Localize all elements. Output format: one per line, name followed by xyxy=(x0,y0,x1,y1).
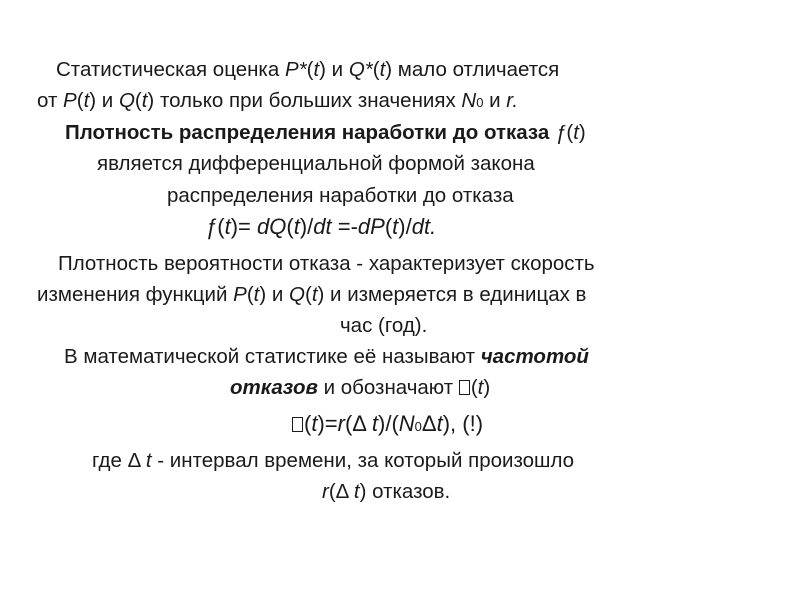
l12-t3: t xyxy=(436,411,443,436)
l1-tail: ) мало отличается xyxy=(385,58,560,81)
l11-t: t xyxy=(477,376,484,399)
l2-r: r. xyxy=(506,89,519,112)
l6-p3: ( xyxy=(286,214,294,239)
line-7-content: Плотность вероятности отказа - характеризует скорость xyxy=(58,252,595,275)
l13-tail: - интервал времени, за который произошло xyxy=(151,449,575,472)
l2-t: t xyxy=(83,89,90,112)
l6-dt: dt xyxy=(313,214,332,239)
l12-p1: ( xyxy=(304,411,312,436)
line-2-content xyxy=(37,86,518,118)
line-4-content: является дифференциальной формой закона xyxy=(97,152,535,175)
line-11-content xyxy=(230,373,490,403)
l2-paren2: ( xyxy=(134,89,142,112)
l12-p4: )/( xyxy=(378,411,399,436)
l12-n: N xyxy=(398,411,415,436)
l8-p1: ( xyxy=(246,283,254,306)
l8-text: изменения функций xyxy=(37,283,234,306)
l12-t: t xyxy=(311,411,318,436)
l11-text: и обозначают xyxy=(317,376,459,399)
l6-p7: )/ xyxy=(398,214,412,239)
line-6-content xyxy=(205,212,436,242)
l2-q: Q xyxy=(118,89,135,112)
l8-tail: ) и измеряется в единицах в xyxy=(317,283,587,306)
l6-dp: dP xyxy=(357,214,385,239)
l1-pstar: P* xyxy=(284,58,307,81)
l14-p1: (Δ xyxy=(328,480,354,503)
l8-p: P xyxy=(233,283,247,306)
l1-and: ) и xyxy=(319,58,349,81)
l6-p4: )/ xyxy=(299,214,314,239)
l8-t: t xyxy=(253,283,260,306)
l8-q: Q xyxy=(289,283,305,306)
l1-paren: ( xyxy=(306,58,314,81)
l1-t2: t xyxy=(379,58,386,81)
l1-qstar: Q* xyxy=(348,58,373,81)
l2-and2: и xyxy=(483,89,507,112)
l8-p3: ( xyxy=(305,283,312,306)
l12-sub: 0 xyxy=(414,419,422,434)
l6-p5: =- xyxy=(331,214,358,239)
l13-t: t xyxy=(145,449,152,472)
l2-t2: t xyxy=(141,89,148,112)
line-12-content xyxy=(292,409,483,442)
l2-n: N xyxy=(461,89,477,112)
l2-p: P xyxy=(63,89,77,112)
l3-bold: Плотность распределения наработки до отказа xyxy=(65,121,555,144)
l12-delta: Δ xyxy=(421,411,437,436)
l12-t2: t xyxy=(371,411,379,436)
l6-dt2: dt. xyxy=(411,214,437,239)
l1-t: t xyxy=(313,58,320,81)
l6-dq: dQ xyxy=(257,214,287,239)
line-3-content xyxy=(65,118,586,148)
line-14-content xyxy=(322,477,450,507)
l2-and: ) и xyxy=(89,89,119,112)
l11-p1: ( xyxy=(470,376,478,399)
l11-bold-italic: отказов xyxy=(230,376,318,399)
l1-paren2: ( xyxy=(372,58,380,81)
l11-p2: ) xyxy=(483,376,491,399)
l2-mid: ) только при больших значениях xyxy=(147,89,462,112)
l6-t3: t xyxy=(392,214,399,239)
l8-and: ) и xyxy=(259,283,290,306)
line-13-content xyxy=(92,446,574,476)
l13-text: где Δ xyxy=(92,449,146,472)
missing-glyph-icon xyxy=(459,380,470,395)
l2-paren: ( xyxy=(76,89,84,112)
l3-f: ƒ xyxy=(554,121,567,144)
l6-t: t xyxy=(224,214,231,239)
l6-p1: ( xyxy=(217,214,225,239)
line-9-content: час (год). xyxy=(340,314,428,337)
line-8-content xyxy=(37,280,586,310)
l6-eq: )= xyxy=(230,214,257,239)
l12-p3: (Δ xyxy=(344,411,372,436)
l10-text: В математической статистике её называют xyxy=(64,345,481,368)
line-10-content xyxy=(64,342,589,372)
l6-f: ƒ xyxy=(205,214,218,239)
l3-paren2: ) xyxy=(578,121,586,144)
l6-t2: t xyxy=(293,214,300,239)
l14-tail: ) отказов. xyxy=(359,480,451,503)
l2-sub: 0 xyxy=(476,95,484,110)
l2-text: от xyxy=(37,89,64,112)
l10-bold-italic: частотой xyxy=(480,345,589,368)
line-5-content: распределения наработки до отказа xyxy=(167,184,514,207)
l3-t: t xyxy=(573,121,579,144)
missing-glyph-icon xyxy=(292,417,303,432)
line-1-content xyxy=(56,55,559,85)
l14-r: r xyxy=(322,480,329,503)
l12-p6: ), (!) xyxy=(442,411,484,436)
l12-r: r xyxy=(337,411,345,436)
l8-t2: t xyxy=(311,283,318,306)
l14-t: t xyxy=(353,480,360,503)
l1-text: Статистическая оценка xyxy=(56,58,285,81)
l3-paren: ( xyxy=(566,121,574,144)
l12-p2: )= xyxy=(317,411,338,436)
l6-p6: ( xyxy=(384,214,393,239)
